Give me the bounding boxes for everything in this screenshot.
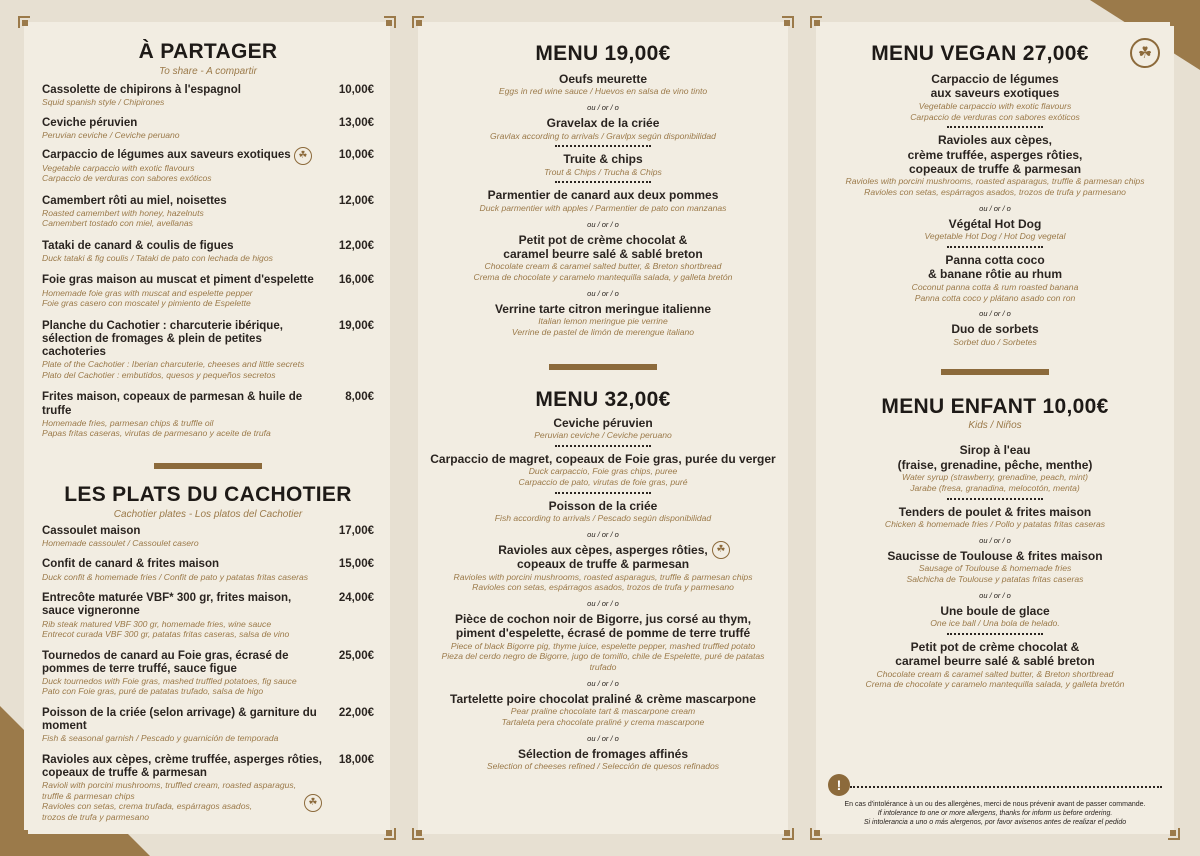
menu-item xyxy=(428,499,778,524)
item-name: Gravelax de la criée xyxy=(546,116,660,131)
item-description: Homemade foie gras with muscat and espelette pepper xyxy=(42,287,253,298)
menu-item xyxy=(42,650,374,697)
item-price: 10,00€ xyxy=(338,84,374,96)
menu-item xyxy=(42,525,374,549)
menu-item xyxy=(42,117,374,141)
item-description: Sausage of Toulouse & homemade fries xyxy=(918,563,1072,574)
section-subtitle-partager: To share - A compartir xyxy=(159,66,257,77)
item-price: 12,00€ xyxy=(338,194,374,207)
item-description: Panna cotta coco y plátano asado con ron xyxy=(914,292,1076,303)
item-description: Ravioles with porcini mushrooms, roasted asparagus, truffle & parmesan chips xyxy=(845,176,1145,187)
separator-or: ou / or / o xyxy=(587,219,619,229)
item-name: Tartelette poire chocolat praliné & crème mascarpone xyxy=(450,691,756,706)
item-name: Carpaccio de magret, copeaux de Foie gras, purée du verger xyxy=(430,451,776,466)
menu-item xyxy=(826,322,1164,347)
allergen-text-fr: En cas d'intolérance à un ou des allergènes, merci de nous prévenir avant de passer commande. xyxy=(844,801,1146,808)
panel-right xyxy=(816,22,1174,834)
dotted-rule xyxy=(947,498,1043,500)
separator-or: ou / or / o xyxy=(979,590,1011,600)
item-description: Italian lemon meringue pie verrine xyxy=(538,316,668,327)
item-name: Végétal Hot Dog xyxy=(948,216,1042,231)
dotted-rule xyxy=(947,633,1043,635)
item-description: Vegetable carpaccio with exotic flavours xyxy=(42,162,195,173)
item-price: 15,00€ xyxy=(338,558,374,571)
item-description: Entrecot curada VBF 300 gr, patatas fritas caseras, salsa de vino xyxy=(42,629,290,640)
panel-left xyxy=(24,22,390,834)
corner-ornament xyxy=(1168,16,1180,28)
item-name: Cassolette de chipirons à l'espagnol xyxy=(42,84,241,96)
item-name: Sirop à l'eau xyxy=(959,443,1031,458)
item-description: Chocolate cream & caramel salted butter, & Breton shortbread xyxy=(876,668,1114,679)
item-description: Ravioles con setas, espárragos asados, trozos de trufa y parmesano xyxy=(864,187,1126,198)
menu-item xyxy=(428,747,778,772)
section-title-vegan: MENU VEGAN 27,00€ xyxy=(871,42,1089,65)
menu-item xyxy=(42,195,374,229)
menu-item xyxy=(826,604,1164,629)
item-description: Carpaccio de verduras con sabores exóticos xyxy=(910,111,1080,122)
item-price: 24,00€ xyxy=(338,592,374,605)
menu-item xyxy=(428,692,778,728)
separator-or: ou / or / o xyxy=(979,535,1011,545)
menu-item xyxy=(42,592,374,639)
menu-item xyxy=(826,505,1164,530)
dotted-rule xyxy=(555,181,651,183)
item-description: Chicken & homemade fries / Pollo y patatas fritas caseras xyxy=(884,519,1106,530)
item-name: & banane rôtie au rhum xyxy=(927,267,1063,282)
menu-item xyxy=(42,320,374,381)
menu-item xyxy=(428,612,778,673)
menu-item xyxy=(826,640,1164,690)
corner-ornament xyxy=(782,828,794,840)
item-name: Panna cotta coco xyxy=(945,253,1045,268)
menu-item xyxy=(826,443,1164,493)
item-name: Confit de canard & frites maison xyxy=(42,558,220,571)
corner-ornament xyxy=(810,828,822,840)
corner-ornament xyxy=(18,16,30,28)
item-description: Chocolate cream & caramel salted butter, & Breton shortbread xyxy=(484,261,722,272)
corner-ornament xyxy=(18,828,30,840)
item-description: Duck confit & homemade fries / Confit de pato y patatas fritas caseras xyxy=(42,571,309,582)
dotted-rule xyxy=(850,786,1162,788)
item-price: 18,00€ xyxy=(338,753,374,766)
item-description: Peruvian ceviche / Ceviche peruano xyxy=(534,430,672,440)
item-description: Sorbet duo / Sorbetes xyxy=(953,336,1037,347)
separator-or: ou / or / o xyxy=(587,733,619,743)
item-name: Foie gras maison au muscat et piment d'espelette xyxy=(42,274,314,287)
item-name: Poisson de la criée xyxy=(548,498,658,513)
item-name: Entrecôte maturée VBF* 300 gr, frites maison, sauce vigneronne xyxy=(42,592,292,618)
item-name: Ravioles aux cèpes, crème truffée, asperges rôties, copeaux de truffe & parmesan xyxy=(42,753,322,780)
item-name: crème truffée, asperges rôties, xyxy=(907,147,1083,162)
section-subtitle-plats: Cachotier plates - Los platos del Cachotier xyxy=(113,508,303,520)
section-title-menu19: MENU 19,00€ xyxy=(535,42,671,65)
item-name: Tournedos de canard au Foie gras, écrasé de pommes de terre truffé, sauce figue xyxy=(42,649,289,675)
item-description: Plate of the Cachotier : Iberian charcuterie, cheeses and little secrets xyxy=(42,359,305,370)
item-name: Camembert rôti au miel, noisettes xyxy=(42,194,227,207)
leaf-icon: ☘ xyxy=(1130,38,1160,68)
menu-item xyxy=(428,152,778,177)
item-description: trozos de trufa y parmesano xyxy=(42,811,149,822)
item-description: Pear praline chocolate tart & mascarpone cream xyxy=(510,706,696,717)
menu-item xyxy=(42,84,374,108)
item-description: Plato del Cachotier : embutidos, quesos y pequeños secretos xyxy=(42,369,276,380)
menu-item xyxy=(42,707,374,744)
item-description: Carpaccio de verduras con sabores exóticos xyxy=(42,173,212,184)
item-description: Camembert tostado con miel, avellanas xyxy=(42,218,193,229)
menu-item xyxy=(42,558,374,582)
item-description: Rib steak matured VBF 300 gr, homemade fries, wine sauce xyxy=(42,618,272,629)
item-name: Cassoulet maison xyxy=(42,524,141,537)
item-price: 8,00€ xyxy=(345,391,374,404)
section-title-partager: À PARTAGER xyxy=(138,40,278,63)
menu-item xyxy=(42,149,374,183)
menu-item xyxy=(428,452,778,488)
item-description: Peruvian ceviche / Ceviche peruano xyxy=(42,129,180,140)
item-description: Pieza del cerdo negro de Bigorre, jugo de tomillo, chile de Espelette, puré de patatas trufado xyxy=(441,651,765,673)
item-description: Eggs in red wine sauce / Huevos en salsa de vino tinto xyxy=(498,86,708,97)
separator-or: ou / or / o xyxy=(979,309,1011,319)
allergen-text xyxy=(828,800,1162,827)
item-description: Roasted camembert with honey, hazelnuts xyxy=(42,207,204,218)
partager-list xyxy=(42,84,374,439)
allergen-text-es: Si intolerancia a uno o más alergenos, por favor avisenos antes de realizar el pedido xyxy=(863,819,1127,827)
item-description: Crema de chocolate y caramelo mantequilla salada, y galleta bretón xyxy=(865,679,1125,690)
item-description: Foie gras casero con moscatel y pimiento de Espelette xyxy=(42,298,251,309)
item-name: Frites maison, copeaux de parmesan & huile de truffe xyxy=(42,391,303,417)
section-divider-bar xyxy=(154,463,262,469)
item-name: Verrine tarte citron meringue italienne xyxy=(494,301,712,316)
dotted-rule xyxy=(555,145,651,147)
item-price: 16,00€ xyxy=(338,274,374,287)
item-name: Parmentier de canard aux deux pommes xyxy=(487,188,719,203)
leaf-icon: ☘ xyxy=(712,541,730,559)
item-description: Duck carpaccio, Foie gras chips, puree xyxy=(528,466,678,477)
separator-or: ou / or / o xyxy=(587,288,619,298)
corner-ornament xyxy=(384,828,396,840)
item-description: Fish according to arrivals / Pescado según disponibilidad xyxy=(494,512,712,523)
item-name: Sélection de fromages affinés xyxy=(517,746,689,761)
item-name: piment d'espelette, écrasé de pomme de terre truffé xyxy=(455,626,751,641)
item-description: Crema de chocolate y caramelo mantequilla salada, y galleta bretón xyxy=(473,272,733,283)
item-description: Ravioli with porcini mushrooms, truffled cream, roasted asparagus, xyxy=(42,780,297,791)
item-description: One ice ball / Una bola de helado. xyxy=(930,618,1060,629)
menu32-list xyxy=(428,416,778,772)
item-price: 13,00€ xyxy=(338,116,374,129)
item-name: Ceviche péruvien xyxy=(42,116,138,129)
menu-item xyxy=(428,543,778,593)
section-subtitle-enfant: Kids / Niños xyxy=(968,420,1022,432)
item-description: Papas fritas caseras, virutas de parmesano y aceite de trufa xyxy=(42,428,271,439)
dotted-rule xyxy=(555,492,651,494)
item-name: Ravioles aux cèpes, xyxy=(937,133,1053,148)
menu-item xyxy=(826,217,1164,242)
leaf-icon: ☘ xyxy=(294,147,312,165)
enfant-list xyxy=(826,443,1164,690)
item-description: Vegetable carpaccio with exotic flavours xyxy=(918,100,1072,111)
item-price: 19,00€ xyxy=(338,319,374,332)
item-price: 17,00€ xyxy=(338,524,374,537)
section-title-menu32: MENU 32,00€ xyxy=(535,387,671,411)
item-name: Petit pot de crème chocolat & xyxy=(910,639,1080,654)
vegan-list xyxy=(826,72,1164,347)
dotted-rule xyxy=(947,126,1043,128)
item-description: Duck parmentier with apples / Parmentier de pato con manzanas xyxy=(479,202,727,213)
item-description: truffle & parmesan chips xyxy=(42,790,135,801)
item-description: Ravioles with porcini mushrooms, roasted asparagus, truffle & parmesan chips xyxy=(453,571,753,582)
menu-item xyxy=(428,302,778,338)
menu-item xyxy=(428,116,778,141)
corner-ornament xyxy=(412,828,424,840)
menu-item xyxy=(428,416,778,441)
item-description: Fish & seasonal garnish / Pescado y guarnición de temporada xyxy=(42,733,279,744)
separator-or: ou / or / o xyxy=(587,678,619,688)
item-description: Jarabe (fresa, granadina, melocotón, menta) xyxy=(910,482,1080,493)
item-price: 25,00€ xyxy=(338,649,374,662)
menu-item xyxy=(428,188,778,213)
section-title-plats: LES PLATS DU CACHOTIER xyxy=(64,482,352,506)
section-divider-bar xyxy=(941,369,1049,375)
item-name: Duo de sorbets xyxy=(951,322,1039,337)
menu-item xyxy=(826,133,1164,198)
item-description: Homemade fries, parmesan chips & truffle oil xyxy=(42,417,214,428)
panel-middle xyxy=(418,22,788,834)
item-description: Pato con Foie gras, puré de patatas trufado, salsa de higo xyxy=(42,686,264,697)
dotted-rule xyxy=(947,246,1043,248)
item-description: Piece of black Bigorre pig, thyme juice, espelette pepper, mashed truffled potato xyxy=(450,640,756,651)
menu-item xyxy=(42,391,374,438)
item-name: Carpaccio de légumes xyxy=(931,72,1059,86)
menu-item xyxy=(42,274,374,308)
item-name: caramel beurre salé & sablé breton xyxy=(895,654,1095,669)
menu-item xyxy=(42,240,374,264)
item-description: Gravlax according to arrivals / Gravlpx según disponibilidad xyxy=(490,130,716,141)
menu-item xyxy=(428,72,778,97)
item-name: copeaux de truffe & parmesan xyxy=(908,162,1082,177)
item-name: Tenders de poulet & frites maison xyxy=(898,504,1092,519)
item-price: 22,00€ xyxy=(338,706,374,719)
item-description: Squid spanish style / Chipirones xyxy=(42,97,165,108)
separator-or: ou / or / o xyxy=(587,103,619,113)
item-description: Verrine de pastel de limón de merengue italiano xyxy=(511,326,695,337)
item-description: Carpaccio de pato, virutas de foie gras, puré xyxy=(518,476,688,487)
item-name: Poisson de la criée (selon arrivage) & garniture du moment xyxy=(42,706,317,733)
corner-ornament xyxy=(412,16,424,28)
menu-item xyxy=(826,72,1164,122)
item-description: Salchicha de Toulouse y patatas fritas caseras xyxy=(906,573,1084,584)
item-name: Ravioles aux cèpes, asperges rôties, xyxy=(498,542,708,557)
separator-or: ou / or / o xyxy=(587,598,619,608)
item-name: Truite & chips xyxy=(563,152,643,167)
item-name: Carpaccio de légumes aux saveurs exotiques xyxy=(42,149,291,162)
allergen-text-en: If intolerance to one or more allergens, thanks for inform us before ordering. xyxy=(877,810,1113,818)
item-description: Tartaleta pera chocolate praliné y crema mascarpone xyxy=(501,717,705,728)
item-description: Selection of cheeses refined / Selección de quesos refinados xyxy=(486,761,720,772)
item-name: Oeufs meurette xyxy=(558,72,648,86)
item-description: Ravioles con setas, espárragos asados, trozos de trufa y parmesano xyxy=(472,582,734,593)
item-name: caramel beurre salé & sablé breton xyxy=(503,246,703,261)
item-name: Petit pot de crème chocolat & xyxy=(518,232,688,247)
exclamation-icon: ! xyxy=(828,774,850,796)
item-price: 10,00€ xyxy=(338,149,374,162)
item-description: Trout & Chips / Trucha & Chips xyxy=(544,166,662,177)
item-name: (fraise, grenadine, pêche, menthe) xyxy=(897,457,1093,472)
item-name: Saucisse de Toulouse & frites maison xyxy=(887,548,1103,563)
menu-item xyxy=(826,253,1164,303)
item-description: Duck tournedos with Foie gras, mashed truffled potatoes, fig sauce xyxy=(42,675,297,686)
item-description: Vegetable Hot Dog / Hot Dog vegetal xyxy=(924,231,1066,242)
item-name: Ceviche péruvien xyxy=(553,415,653,430)
separator-or: ou / or / o xyxy=(979,203,1011,213)
plats-list xyxy=(42,525,374,823)
item-name: copeaux de truffe & parmesan xyxy=(516,557,690,572)
corner-ornament xyxy=(384,16,396,28)
item-name: Une boule de glace xyxy=(940,603,1050,618)
item-description: Homemade cassoulet / Cassoulet casero xyxy=(42,537,199,548)
section-divider-bar xyxy=(549,364,657,370)
item-name: Pièce de cochon noir de Bigorre, jus corsé au thym, xyxy=(454,611,752,626)
item-name: aux saveurs exotiques xyxy=(930,86,1060,101)
item-name: Tataki de canard & coulis de figues xyxy=(42,239,234,252)
menu-item xyxy=(42,754,374,822)
menu19-list xyxy=(428,72,778,338)
section-title-enfant: MENU ENFANT 10,00€ xyxy=(881,395,1109,419)
item-price: 12,00€ xyxy=(338,239,374,252)
corner-ornament xyxy=(782,16,794,28)
item-description: Ravioles con setas, crema trufada, espárragos asados, xyxy=(42,801,253,812)
item-description: Duck tataki & fig coulis / Tataki de pato con lechada de higos xyxy=(42,253,273,263)
corner-ornament xyxy=(810,16,822,28)
corner-ornament xyxy=(1168,828,1180,840)
dotted-rule xyxy=(555,445,651,447)
menu-item xyxy=(428,233,778,283)
item-description: Water syrup (strawberry, grenadine, peach, mint) xyxy=(902,472,1088,483)
leaf-icon: ☘ xyxy=(304,794,322,812)
separator-or: ou / or / o xyxy=(587,529,619,539)
item-description: Coconut panna cotta & rum roasted banana xyxy=(911,281,1079,292)
menu-item xyxy=(826,549,1164,585)
item-name: Planche du Cachotier : charcuterie ibérique, sélection de fromages & plein de petites cachoteries xyxy=(42,319,283,359)
